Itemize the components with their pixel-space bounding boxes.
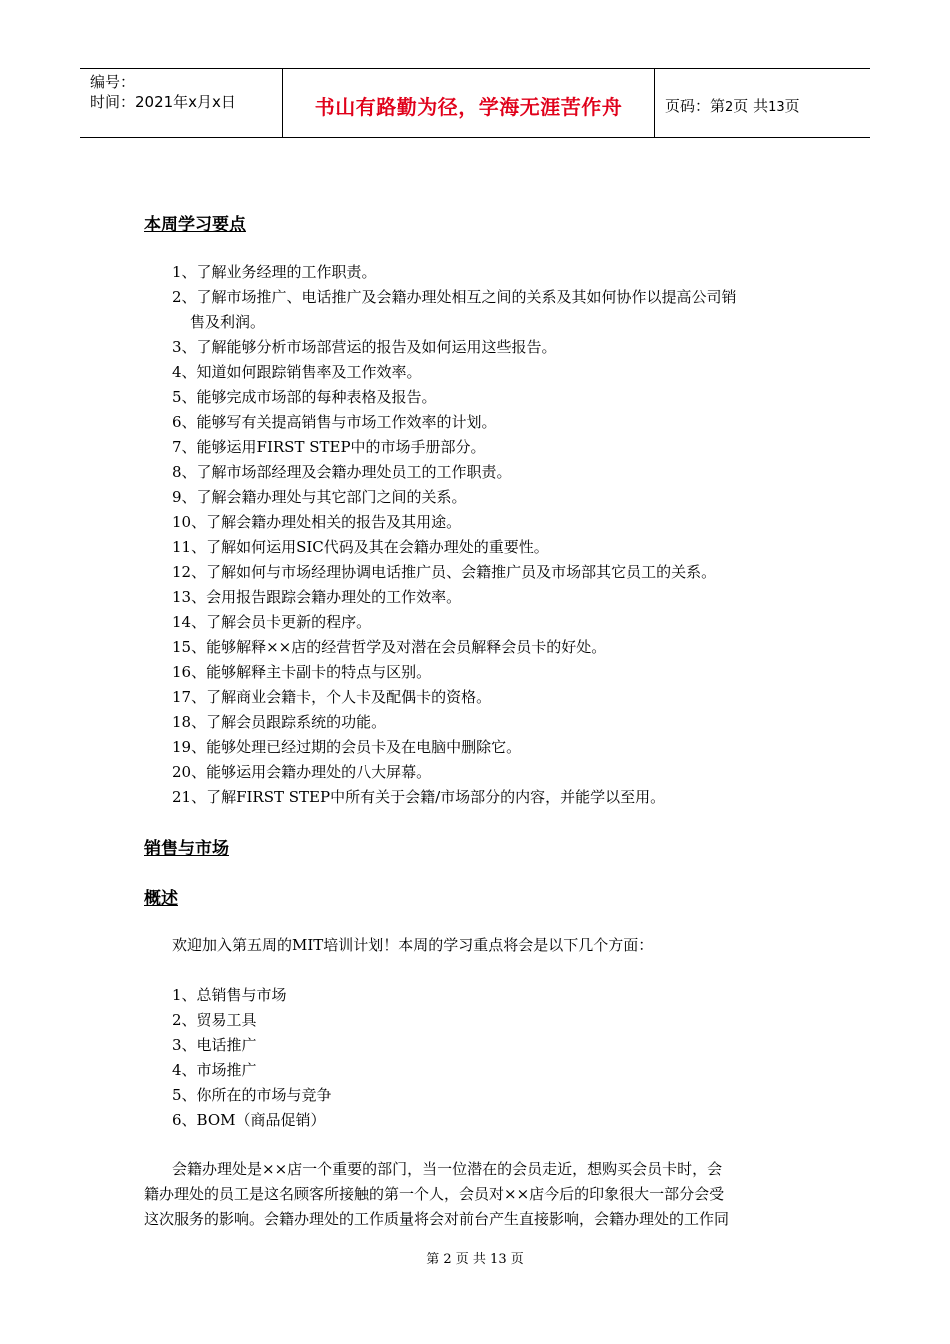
list-item: 15、能够解释××店的经营哲学及对潜在会员解释会员卡的好处。 — [172, 638, 607, 656]
list-item-continuation: 售及利润。 — [190, 313, 266, 331]
list-item: 21、了解FIRST STEP中所有关于会籍/市场部分的内容，并能学以至用。 — [172, 788, 666, 806]
list-item: 7、能够运用FIRST STEP中的市场手册部分。 — [172, 438, 486, 456]
page-total: 13 — [768, 100, 785, 115]
list-item: 4、市场推广 — [172, 1061, 257, 1079]
list-item: 1、总销售与市场 — [172, 986, 287, 1004]
list-item: 16、能够解释主卡副卡的特点与区别。 — [172, 663, 432, 681]
section-heading-key-points: 本周学习要点 — [144, 215, 246, 235]
list-item: 1、了解业务经理的工作职责。 — [172, 263, 377, 281]
page-prefix: 页码：第 — [665, 97, 726, 115]
header-page-cell — [655, 69, 870, 137]
section-heading-sales-marketing: 销售与市场 — [144, 839, 229, 859]
header-meta-cell — [80, 69, 283, 137]
page-footer: 第 2 页 共 13 页 — [426, 1252, 524, 1267]
list-item: 5、能够完成市场部的每种表格及报告。 — [172, 388, 437, 406]
paragraph-line: 这次服务的影响。会籍办理处的工作质量将会对前台产生直接影响，会籍办理处的工作同 — [144, 1210, 730, 1228]
list-item: 6、BOM（商品促销） — [172, 1111, 326, 1129]
list-item: 20、能够运用会籍办理处的八大屏幕。 — [172, 763, 432, 781]
list-item: 4、知道如何跟踪销售率及工作效率。 — [172, 363, 422, 381]
page-suffix: 页 — [784, 97, 800, 115]
document-header — [80, 68, 870, 138]
motto-text: 书山有路勤为径，学海无涯苦作舟 — [314, 95, 623, 119]
list-item: 5、你所在的市场与竞争 — [172, 1086, 332, 1104]
list-item: 3、电话推广 — [172, 1036, 257, 1054]
list-item: 13、会用报告跟踪会籍办理处的工作效率。 — [172, 588, 462, 606]
list-item: 11、了解如何运用SIC代码及其在会籍办理处的重要性。 — [172, 538, 549, 556]
page-mid: 页 共 — [733, 97, 769, 115]
date-label: 时间：2021年x月x日 — [90, 93, 236, 111]
list-item: 10、了解会籍办理处相关的报告及其用途。 — [172, 513, 462, 531]
list-item: 8、了解市场部经理及会籍办理处员工的工作职责。 — [172, 463, 512, 481]
list-item: 6、能够写有关提高销售与市场工作效率的计划。 — [172, 413, 497, 431]
paragraph-line: 籍办理处的员工是这名顾客所接触的第一个人，会员对××店今后的印象很大一部分会受 — [144, 1185, 725, 1203]
page-indicator — [665, 95, 800, 116]
intro-text: 欢迎加入第五周的MIT培训计划！本周的学习重点将会是以下几个方面： — [172, 936, 654, 954]
list-item: 2、了解市场推广、电话推广及会籍办理处相互之间的关系及其如何协作以提高公司销 — [172, 288, 737, 306]
paragraph-line: 会籍办理处是××店一个重要的部门，当一位潜在的会员走近，想购买会员卡时，会 — [172, 1160, 723, 1178]
list-item: 17、了解商业会籍卡，个人卡及配偶卡的资格。 — [172, 688, 492, 706]
list-item: 14、了解会员卡更新的程序。 — [172, 613, 372, 631]
number-label: 编号： — [90, 73, 136, 91]
list-item: 3、了解能够分析市场部营运的报告及如何运用这些报告。 — [172, 338, 557, 356]
list-item: 2、贸易工具 — [172, 1011, 257, 1029]
list-item: 9、了解会籍办理处与其它部门之间的关系。 — [172, 488, 467, 506]
list-item: 18、了解会员跟踪系统的功能。 — [172, 713, 387, 731]
list-item: 19、能够处理已经过期的会员卡及在电脑中删除它。 — [172, 738, 522, 756]
page-current: 2 — [725, 100, 734, 115]
header-motto-cell — [283, 69, 655, 137]
list-item: 12、了解如何与市场经理协调电话推广员、会籍推广员及市场部其它员工的关系。 — [172, 563, 717, 581]
section-heading-overview: 概述 — [144, 889, 178, 909]
